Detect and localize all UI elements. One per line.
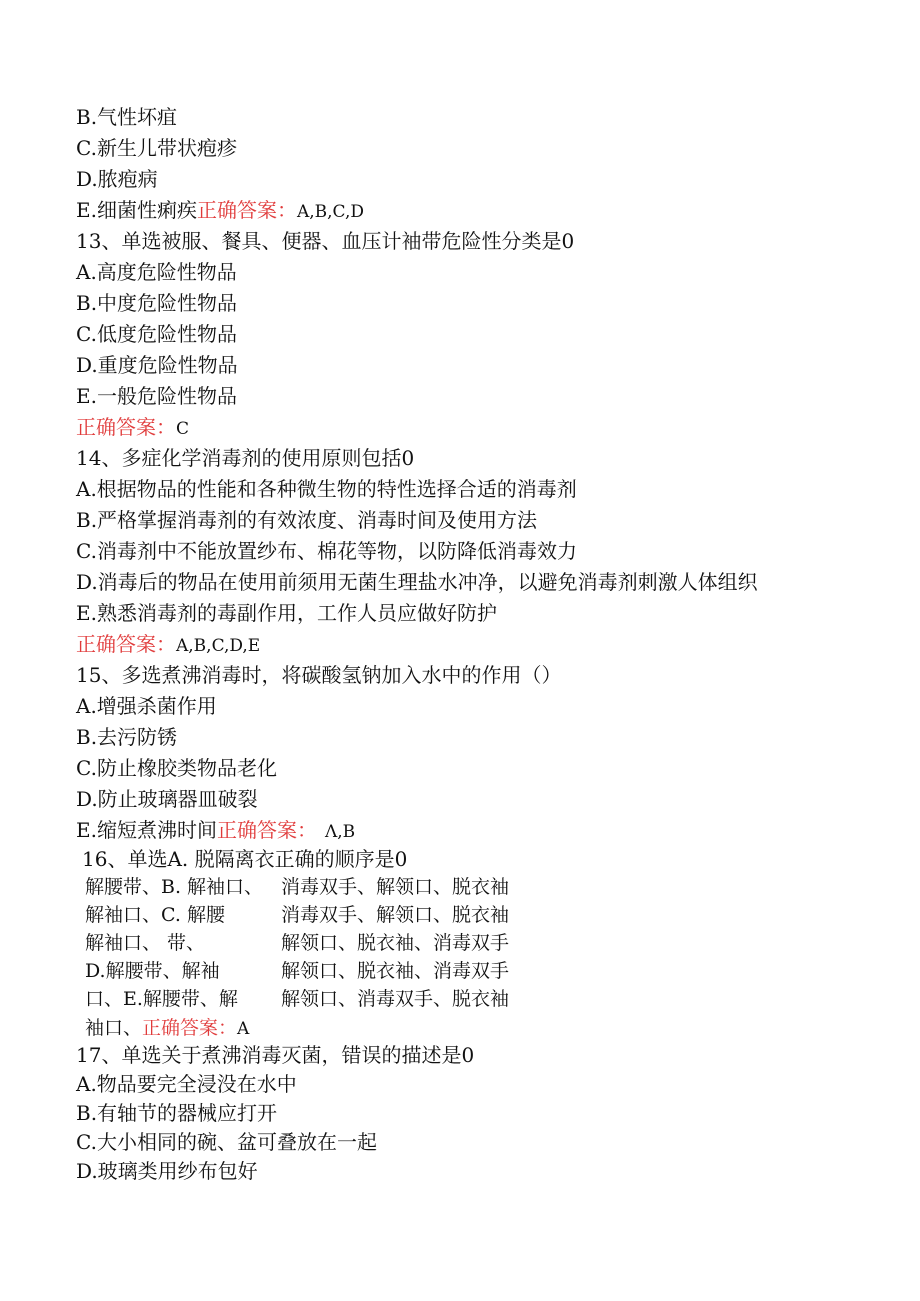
q16-left-row: 解袖口、C. 解腰: [85, 904, 225, 926]
q16-answer-label: 正确答案：: [142, 1017, 238, 1039]
q16-answer: A: [237, 1019, 250, 1039]
q15-option-a: A.增强杀菌作用: [76, 694, 217, 718]
q13-option-a: A.高度危险性物品: [76, 260, 237, 284]
q12-answer-label: 正确答案：: [196, 198, 297, 222]
q12-option-e: E.细菌性痢疾: [76, 198, 197, 222]
q12-option-c: C.新生儿带状疱疹: [76, 136, 237, 160]
q14-title: 14、多症化学消毒剂的使用原则包括0: [76, 446, 415, 470]
q13-option-b: B.中度危险性物品: [76, 291, 238, 315]
q13-answer-row: [76, 414, 189, 442]
q16-answer-row: [85, 1015, 249, 1042]
q14-option-d: D.消毒后的物品在使用前须用无菌生理盐水冲净，以避免消毒剂刺激人体组织: [76, 570, 758, 594]
q13-title: 13、单选被服、餐具、便器、血压计袖带危险性分类是0: [76, 229, 575, 253]
q13-option-e: E.一般危险性物品: [76, 384, 237, 408]
q16-right-row: 解领口、消毒双手、脱衣袖: [281, 988, 510, 1010]
q16-right-row: 消毒双手、解领口、脱衣袖: [281, 904, 510, 926]
q16-title: 16、单选A. 脱隔离衣正确的顺序是0: [82, 847, 408, 871]
q17-title: 17、单选关于煮沸消毒灭菌，错误的描述是0: [76, 1043, 475, 1067]
q15-option-e-row: [76, 817, 355, 845]
q15-option-c: C.防止橡胶类物品老化: [76, 756, 277, 780]
q14-option-a: A.根据物品的性能和各种微生物的特性选择合适的消毒剂: [76, 477, 577, 501]
q17-option-d: D.玻璃类用纱布包好: [76, 1159, 258, 1183]
q15-option-e: E.缩短煮沸时间: [76, 818, 217, 842]
q16-left-row: 解腰带、B. 解袖口、: [85, 876, 264, 898]
q16-left-row: 口、E.解腰带、解: [85, 988, 238, 1010]
q16-right-row: 消毒双手、解领口、脱衣袖: [281, 876, 510, 898]
q14-answer-label: 正确答案：: [76, 632, 176, 656]
q12-option-b: B.气性坏疽: [76, 105, 178, 129]
q14-answer: A,B,C,D,E: [176, 636, 261, 656]
q14-option-c: C.消毒剂中不能放置纱布、棉花等物，以防降低消毒效力: [76, 539, 577, 563]
q12-option-d: D.脓疱病: [76, 167, 158, 191]
q12-option-e-row: [76, 197, 364, 225]
q15-option-d: D.防止玻璃器皿破裂: [76, 787, 258, 811]
q16-last-prefix: 袖口、: [85, 1017, 143, 1039]
q14-option-e: E.熟悉消毒剂的毒副作用，工作人员应做好防护: [76, 601, 497, 625]
q12-answer: A,B,C,D: [296, 202, 364, 222]
q15-answer-label: 正确答案：: [216, 818, 317, 842]
q17-option-b: B.有轴节的器械应打开: [76, 1101, 278, 1125]
q14-answer-row: [76, 631, 260, 659]
q17-option-c: C.大小相同的碗、盆可叠放在一起: [76, 1130, 377, 1154]
q13-answer: C: [176, 419, 190, 439]
q16-left-row: D.解腰带、解袖: [85, 960, 220, 982]
q15-option-b: B.去污防锈: [76, 725, 178, 749]
q13-option-d: D.重度危险性物品: [76, 353, 238, 377]
q16-left-row: 解袖口、 带、: [85, 932, 206, 954]
q16-right-row: 解领口、脱衣袖、消毒双手: [281, 960, 510, 982]
q17-option-a: A.物品要完全浸没在水中: [76, 1072, 297, 1096]
q15-title: 15、多选煮沸消毒时，将碳酸氢钠加入水中的作用（）: [76, 663, 562, 687]
q14-option-b: B.严格掌握消毒剂的有效浓度、消毒时间及使用方法: [76, 508, 538, 532]
q15-answer: Λ,B: [324, 822, 356, 842]
q16-right-row: 解领口、脱衣袖、消毒双手: [281, 932, 510, 954]
q13-answer-label: 正确答案：: [76, 415, 176, 439]
q13-option-c: C.低度危险性物品: [76, 322, 237, 346]
